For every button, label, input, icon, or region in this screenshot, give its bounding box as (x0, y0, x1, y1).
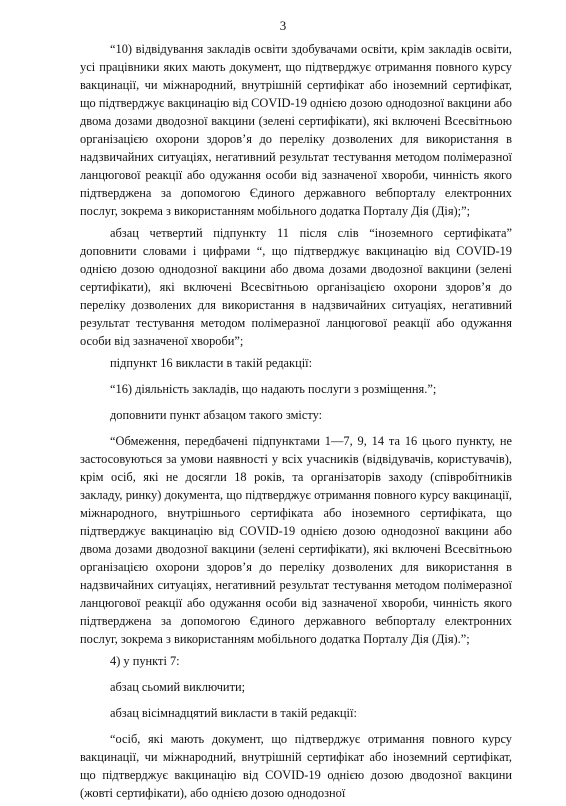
paragraph-item-10-education: “10) відвідування закладів освіти здобувачами освіти, крім закладів освіти, усі працівники яких мають документ, що підтверджує отримання повного курсу вакцинації, чи міжнародний, внутрішній сертифікат або іноземний сертифікат, що підтверджує вакцинацію від COVID-19 однією дозою однодозної вакцини або двома дозами дводозної вакцини (зелені сертифікати), які включені Всесвітньою організацією охорони здоров’я до переліку дозволених для використання в надзвичайних ситуаціях, негативний результат тестування методом полімеразної ланцюгової реакції або одужання особи від зазначеної хвороби, чинність якого підтверджена за допомогою Єдиного державного вебпорталу електронних послуг, зокрема з використанням мобільного додатка Порталу Дія (Дія);”; (80, 42, 512, 218)
paragraph-delete-seventh: абзац сьомий виключити; (110, 680, 246, 694)
paragraph-subitem-16-text: “16) діяльність закладів, що надають послуги з розміщення.”; (110, 382, 437, 396)
paragraph-restrictions-clause: “Обмеження, передбачені підпунктами 1—7, 9, 14 та 16 цього пункту, не застосовуються за умови наявності у всіх учасників (відвідувачів, користувачів), крім осіб, які не досягли 18 років, та організаторів заходу (співробітників закладу, ринку) документа, що підтверджує отримання повного курсу вакцинації, міжнародного, внутрішнього сертифіката або іноземного сертифіката, що підтверджує вакцинацію від COVID-19 однією дозою однодозної вакцини або двома дозами дводозної вакцини (зелені сертифікати), які включені Всесвітньою організацією охорони здоров’я до переліку дозволених для використання в надзвичайних ситуаціях, негативний результат тестування методом полімеразної ланцюгової реакції або одужання особи від зазначеної хвороби, чинність якого підтверджена за допомогою Єдиного державного вебпорталу електронних послуг, зокрема з використанням мобільного додатка Порталу Дія (Дія).”; (80, 434, 512, 646)
document-body (80, 40, 512, 806)
paragraph-subitem-16-intro: підпункт 16 викласти в такій редакції: (110, 356, 313, 370)
paragraph-subitem-11-amendment: абзац четвертий підпункту 11 після слів “іноземного сертифіката” доповнити словами і цифрами “, що підтверджує вакцинацію від COVID-19 однією дозою однодозної вакцини або двома дозами дводозної вакцини (зелені сертифікати), які включені Всесвітньою організацією охорони здоров’я до переліку дозволених для використання в надзвичайних ситуаціях, негативний результат тестування методом полімеразної ланцюгової реакції або одужання особи від зазначеної хвороби”; (80, 226, 512, 348)
page-number: 3 (279, 18, 287, 33)
paragraph-eighteenth-intro: абзац вісімнадцятий викласти в такій редакції: (110, 706, 357, 720)
paragraph-point-7-heading: 4) у пункті 7: (110, 654, 180, 668)
paragraph-add-clause-intro: доповнити пункт абзацом такого змісту: (110, 408, 323, 422)
paragraph-eighteenth-text: “осіб, які мають документ, що підтверджує отримання повного курсу вакцинації, чи міжнародний, внутрішній сертифікат або іноземний сертифікат, що підтверджує вакцинацію від COVID-19 однією дозою дводозної вакцини (жовті сертифікати), або однією дозою однодозної (80, 732, 512, 800)
